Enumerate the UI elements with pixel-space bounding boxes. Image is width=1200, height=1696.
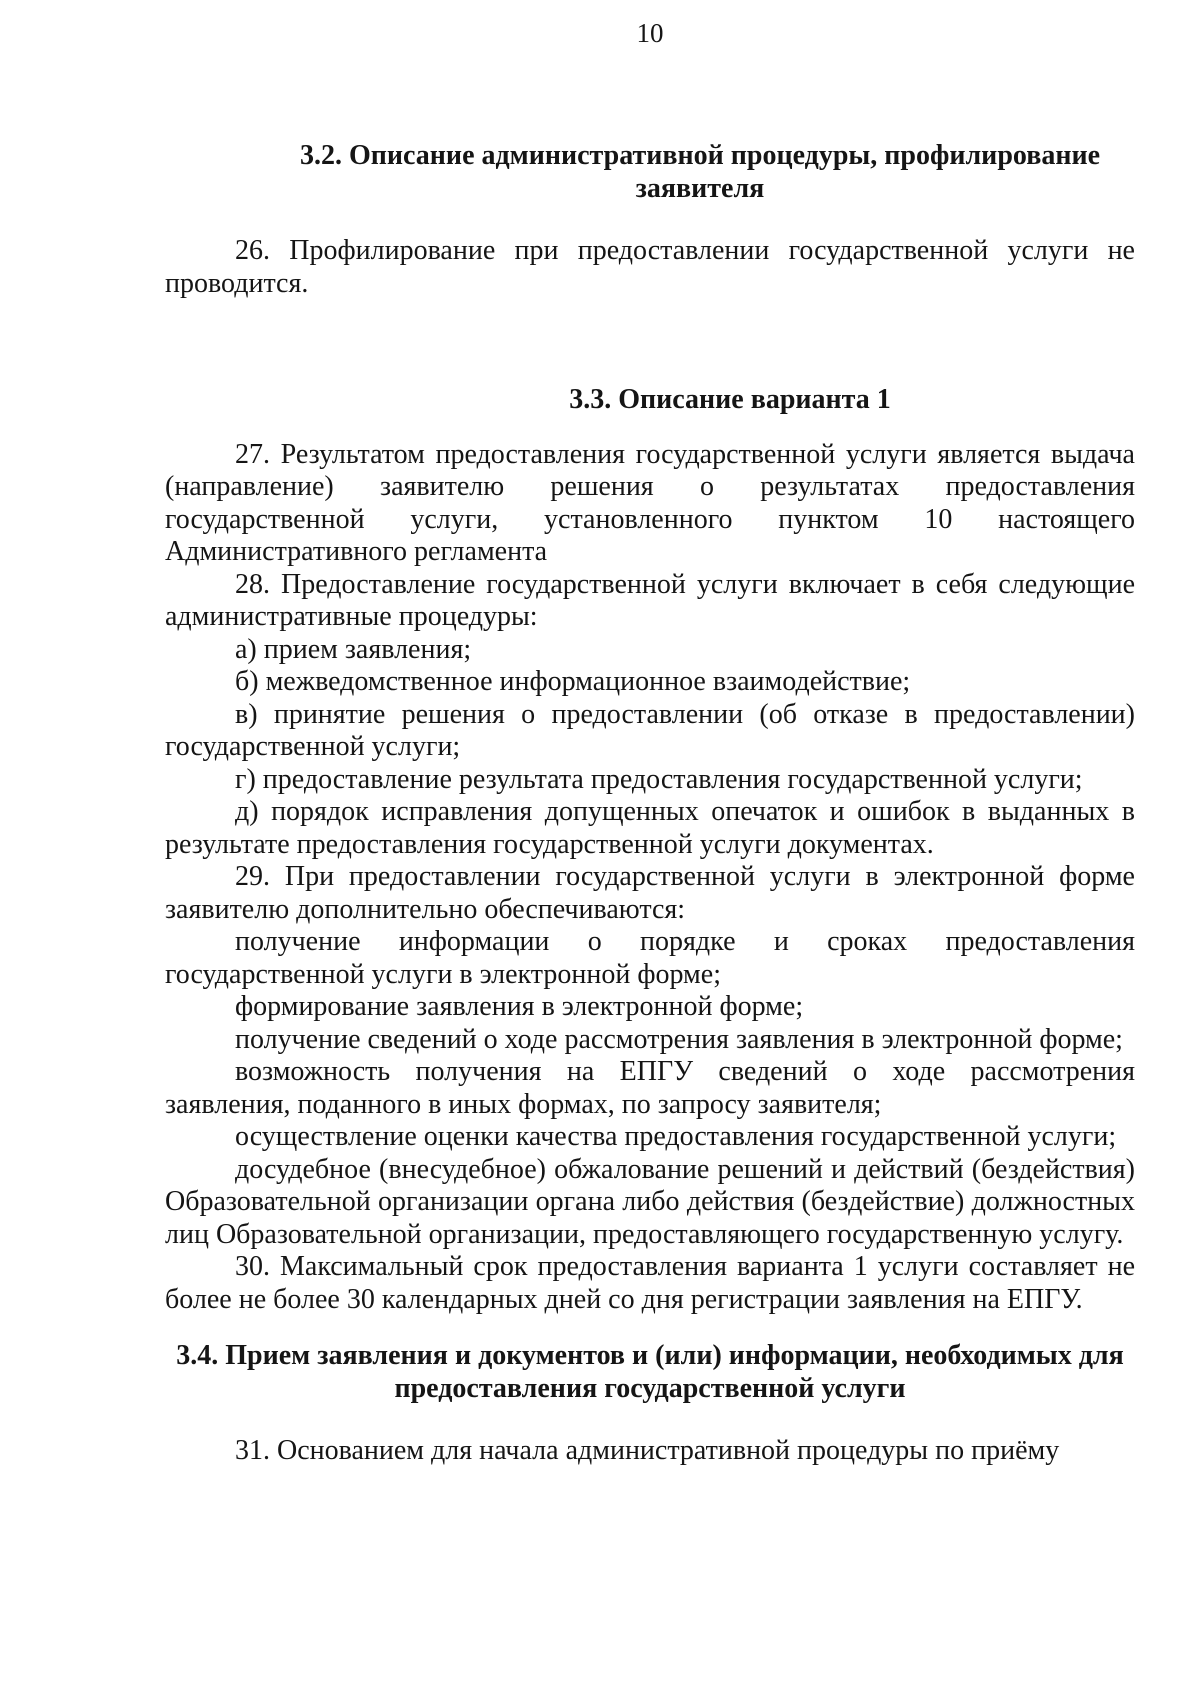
- section-3-2-heading: [265, 140, 1135, 205]
- list-item-d: д) порядок исправления допущенных опечаток и ошибок в выданных в результате предоставления государственной услуги документах.: [165, 796, 1135, 860]
- section-3-4-heading: [165, 1340, 1135, 1405]
- list-item-form: формирование заявления в электронной форме;: [235, 991, 804, 1022]
- list-item-epgu: возможность получения на ЕПГУ сведений о ходе рассмотрения заявления, поданного в иных формах, по запросу заявителя;: [165, 1056, 1135, 1120]
- list-item-status: получение сведений о ходе рассмотрения заявления в электронной форме;: [235, 1023, 1123, 1055]
- paragraph-27: 27. Результатом предоставления государственной услуги является выдача (направление) заявителю решения о результатах предоставления государственной услуги, установленного пунктом 10 настоящего Административного регламента: [165, 438, 1135, 567]
- list-item-a: а) прием заявления;: [235, 633, 472, 665]
- list-item-g: г) предоставление результата предоставления государственной услуги;: [235, 763, 1083, 795]
- section-3-3-heading: 3.3. Описание варианта 1: [569, 384, 891, 415]
- list-item-appeal: досудебное (внесудебное) обжалование решений и действий (бездействия) Образовательной организации органа либо действия (бездействие) должностных лиц Образовательной организации, предоставляющего государственную услугу.: [165, 1153, 1135, 1250]
- list-item-info: получение информации о порядке и сроках предоставления государственной услуги в электронной форме;: [165, 926, 1135, 990]
- section-3-4-heading-line-1: 3.4. Прием заявления и документов и (или) информации, необходимых для: [176, 1340, 1124, 1371]
- list-item-quality: осуществление оценки качества предоставления государственной услуги;: [235, 1121, 1117, 1152]
- section-3-2-heading-line-1: 3.2. Описание административной процедуры, профилирование: [299, 140, 1101, 171]
- section-3-4-heading-line-2: предоставления государственной услуги: [394, 1372, 906, 1404]
- paragraph-31: 31. Основанием для начала административной процедуры по приёму: [235, 1435, 1060, 1466]
- list-item-v: в) принятие решения о предоставлении (об отказе в предоставлении) государственной услуги;: [165, 698, 1135, 762]
- document-body: [165, 140, 1135, 1468]
- paragraph-26: 26. Профилирование при предоставлении государственной услуги не проводится.: [165, 235, 1135, 299]
- page-number: 10: [636, 18, 664, 48]
- list-item-b: б) межведомственное информационное взаимодействие;: [235, 666, 911, 697]
- paragraph-28: 28. Предоставление государственной услуги включает в себя следующие административные процедуры:: [165, 568, 1135, 632]
- paragraph-29: 29. При предоставлении государственной услуги в электронной форме заявителю дополнительно обеспечиваются:: [165, 861, 1135, 925]
- paragraph-30: 30. Максимальный срок предоставления варианта 1 услуги составляет не более не более 30 календарных дней со дня регистрации заявления на ЕПГУ.: [165, 1251, 1135, 1315]
- section-3-2-heading-line-2: заявителя: [635, 172, 765, 204]
